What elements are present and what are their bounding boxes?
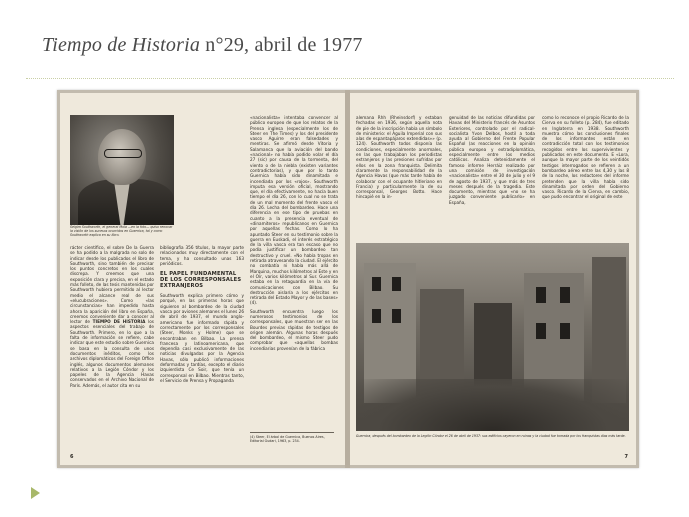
left-col3-text: «nacionalista» intentaba convencer al público europeo de que los relatos de la Prensa inglesa (especialmente los de Steer en The Times) y los del presidente vasco Aguirre eran falsedades y mentiras. Se afirmó desde Vitoria y Salamanca que la aviación del bando «nacional» no había podido volar el día 27 (sic) por causa de la tormenta, del viento o de la niebla (existen variantes contradictorias), y que por lo tanto Guernica había sido dinamitada e incendiada por los «rojos». Southworth imputa esa versión oficial, mostrando que, el día efectivamente, no hacía buen tiempo el día 26, con lo cual no se trata de un mal momento del frente vasco el día 26. Lecha del bombardeo. Hace una diferencia en ese tipo de pruebas en cuanto a la presencia eventual de «dinamiteros» republicanos en Guernica por aquellas fechas. Como lo ha apuntado Steer en su testimonio sobre la guerra en Euskadi, el interés estratégico de la villa vasca era tan escaso que no podía justificar un bombardeo tan destructivo y cruel. «No había tropas en retirada atravesando la ciudad. El ejército no combatía ni había más allá de Marquina, muchos kilómetros al Este y en el Oír, varios kilómetros al Sur. Guernica estaba en la retaguardia en la vía de comunicaciones con Bilbao. Su destrucción aislaría a los ejércitos en retirada del Estado Mayor y de las bases» (4). <box>250 115 338 306</box>
portrait-caption: Seigim Southworth, el general Mola —en la foto— quiso renovar la visión de los sucesos ocurridos en Guernica, tal y como Southworth explica en su libro. <box>70 225 173 237</box>
ruin-window <box>536 323 546 339</box>
hidden-spacer <box>99 452 100 453</box>
ruin-window <box>372 309 381 323</box>
guernica-ruins-photo <box>356 243 629 431</box>
right-column-1 <box>356 115 442 235</box>
ruin-window <box>536 287 546 303</box>
left-column-1 <box>70 245 154 453</box>
right-column-3 <box>542 115 629 235</box>
magazine-spread <box>57 90 639 468</box>
right-col2-text: genuidad de las noticias difundidas por Havas del Ministerio francés de Asuntos Exteriores, controlado por el radical-socialista Yvon Delbos, hostil a toda ayuda al Gobierno del Frente Popular Español (as reacciones en la opinión pública europea y extradiplomática, especialmente entre los medios católicos. Analiza detenidamente el famoso informe Herráiz realizado por una comisión de investigación «nacionalista» entre el 30 de julio y el 9 de agosto de 1937, y que más de tres meses después de la tragedia. Este documento, mientras que «no se ha juzgado conveniente publicarlo» en España, <box>449 115 535 205</box>
page-number-left: 6 <box>70 454 74 460</box>
magazine-page-left <box>60 93 345 465</box>
portrait-glasses <box>104 149 142 158</box>
title-divider <box>26 78 674 79</box>
ruin-window <box>372 277 381 291</box>
right-col1-text: alemana Rhh (Rheinsdorf) y estaban fechadas en 1936, según aquella nota de pie de la inscripción había un símbolo de ministerio: el Aguila Imperial con sus alas de espantapájaros extendidas»» (p. 124). Southworth todos disponía las condiciones, especialmente anormales, en las que trabajaban los periodistas extranjeros y las presiones sufridas por ellos en la zona franquista. Delimita claramente la responsabilidad de la Agencia Havas (que más tarde había de colaborar con el ocupante hitleriano en Francia) y particularmente la de su corresponsal, Georges Botto. Hace hincapié en la in- <box>356 115 442 200</box>
rubble <box>356 379 629 431</box>
slide-title-issue: n°29, abril de 1977 <box>200 34 363 56</box>
ruin-window <box>392 277 401 291</box>
section-subheading: EL PAPEL FUNDAMENTAL DE LOS CORRESPONSALES EXTRANJEROS <box>160 271 242 290</box>
left-column-2 <box>160 245 244 453</box>
left-col1-bold: TIEMPO DE HISTORIA <box>92 319 146 325</box>
left-col1-text: rácter científico, el sobre De la Guerra se ha podido a la malgrada no solo de indicar desde los publicados el libro de Southworth, sino también de precisar los puntos concretos en los cuales discrepa. Y creemos que una exposición clara y precisa, en el estado más folleto, de las tesis mantenidas por Southworth hubiera permitido al lector medio el alcance real de sus «elucubraciones». Como «las circunstancias» han impedido hasta ahora la aparición del libro en España, creemos conveniente dar a conocer al lector de <box>70 245 154 325</box>
slide-title <box>42 34 363 57</box>
right-column-2 <box>449 115 535 235</box>
footnote: (4) Steer, El árbol de Guernica, Buenos Aires, Editorial Gudari, 1963, p. 234. <box>250 432 334 443</box>
ruins-caption: Guernica, después del bombardeo de la Legión Cóndor el 26 de abril de 1937: sus edificios cayeron en ruinas y la ciudad fue tomada por los franquistas días más tarde. <box>356 434 626 438</box>
right-col3-text: como lo reconoce el propio Ricardo de la Cierva en su folleto (p. 284), fue editado en Inglaterra en 1938. Southworth muestra cómo las conclusiones finales de los informantes están en contradicción total con los testimonios recogidos entre los supervivientes y publicados en este documento. E «Lora, aunque la mayor parte de los veintidós testigos interrogados se refieren a un bombardeo aéreo entre las 4,30 y las 8 de la noche, los redactores del informe pretenden que la villa había sido dinamitada por orden del Gobierno vasco. Ricardo de la Cierva, en cambio, que pudo encontrar el original de este <box>542 115 629 200</box>
ruin-window <box>560 287 570 303</box>
ruin-window <box>392 309 401 323</box>
left-col1-tail: los aspectos esenciales del trabajo de Southworth. Primero, en lo que a la falta de información se refiere, cabe indicar que este estudio sobre Guernica se basa en la consulta de unos documentos inéditos, como los archivos diplomáticos del Foreign Office inglés, algunos documentos alemanes relativos a la Legión Cóndor y los papeles de la Agencia Havas conservados en el Archivo Nacional de París. Además, el autor cita en su <box>70 319 154 388</box>
portrait-photo <box>70 115 174 225</box>
left-col3-tail: Southworth encuentra luego los numerosos testimonios de los corresponsales, que muestran ser en las Bourdes previas rápidas de testigos de origen alemán. Algunas horas después del bombardeo, el mismo Steer pudo comprobar que «aquellas bombas incendiarias provenían de la fábrica <box>250 308 338 351</box>
left-col2-intro: bibliografía 356 títulos, la mayor parte relacionados muy directamente con el tema, y ha consultado unas 163 periódicos. <box>160 245 244 266</box>
magazine-page-right <box>350 93 636 465</box>
bullet-arrow-icon <box>31 487 40 499</box>
left-col2-body: Southworth explica primero cómo y porqué, en las primeras horas que siguieron al bombardeo de la ciudad vasca por aviones alemanes el lunes 26 de abril de 1937, el mundo anglo-americano fue informado rápida y correctamente por los corresponsales (Steer, Monks y Holme) que se encontraban en Bilbao. La prensa francesa y latinoamericana, que dependía casi exclusivamente de las noticias divulgadas por la Agencia Havas, sólo publicó informaciones deformadas y tardías, excepto el diario izquierdista Ce Soir, que tenía un corresponsal en Bilbao. Mientras tanto, el Servicio de Prensa y Propaganda <box>160 293 244 383</box>
page-number-right: 7 <box>624 454 628 460</box>
left-column-3 <box>250 115 338 453</box>
ruin-window <box>560 323 570 339</box>
slide-title-magazine: Tiempo de Historia <box>42 34 201 56</box>
